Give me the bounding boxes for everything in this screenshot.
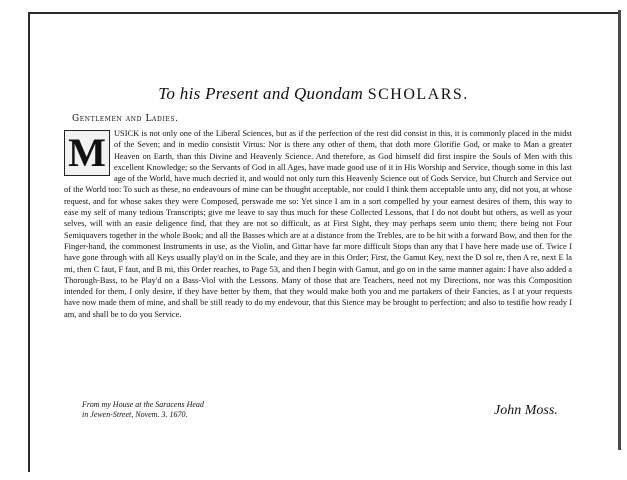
- page-edge-shadow: [618, 10, 621, 450]
- body-text: USICK is not only one of the Liberal Sciences, but as if the perfection of the rest did consist in this, it is commonly placed in the midst of the Seven; and in medio consistit Virtus: Nor is there any other of them, that doth more Glorifie God, or make to Man a greater Heaven on Earth, than this Divine and Heavenly Science. And therefore, as God himself did first inspire the Souls of Men with this excellent Knowledge; so the Servants of God in all Ages, have made good use of it in His Worship and Service, though some in this last age of the World, have much decried it, and would not only turn this Heavenly Science out of Gods Service, but Church and Service out of the World too: To such as these, no endeavours of mine can be thought acceptable, nor could I think them acceptable unto any, did not you, at whose request, and for whose sakes they were Composed, perswade me so: Yet since I am in a sort compelled by your earnest desires of them, this way to ease my self of many tedious Transcripts; give me leave to say thus much for these Collected Lessons, that I do not doubt but others, as well as your selves, will with an easie deligence find, that they are not so difficult, as at First Sight, they may perhaps seem unto them; there being not Four Semiquavers together in the whole Book; and all the Basses which are at a distance from the Trebles, are to be hit with a forward Bow, and then for the Finger-hand, the commonest Instruments in use, as the Violin, and Gittar have far more difficult Stops than any that I have here made use of. Twice I have gone through with all Keys usually play'd on in the Scale, and they are in this Order; First, the Gamut Key, next the D sol re, then A re, next E la mi, then C faut, F faut, and B mi, this Order reaches, to Page 53, and then I begin with Gamut, and go on in the same manner again: I have also added a Thorough-Bass, to be Play'd on a Bass-Viol with the Lessons. Many of those that are Teachers, need not my Directions, nor was this Composition intended for them, I only desire, if they have better by them, that they would make both you and me partakers of their Fancies, as I at your requests have now made them of mine, and shall be still ready to do my endevour, that this Sience may be brought to perfection; and also to testifie how ready I am, and shall be to do you Service.: [64, 129, 572, 319]
- address-line-2: in Jewen-Street, Novem. 3. 1670.: [82, 410, 188, 419]
- address-block: [82, 400, 204, 420]
- title-prefix: To his Present and Quondam: [158, 84, 364, 103]
- address-line-1: From my House at the Saracens Head: [82, 400, 204, 409]
- signature: John Moss.: [494, 403, 558, 418]
- page-title: [0, 84, 627, 104]
- drop-cap: M: [64, 130, 110, 176]
- title-caps: SCHOLARS.: [367, 86, 469, 103]
- letter-body: [64, 128, 572, 320]
- salutation: Gentlemen and Ladies.: [72, 114, 179, 124]
